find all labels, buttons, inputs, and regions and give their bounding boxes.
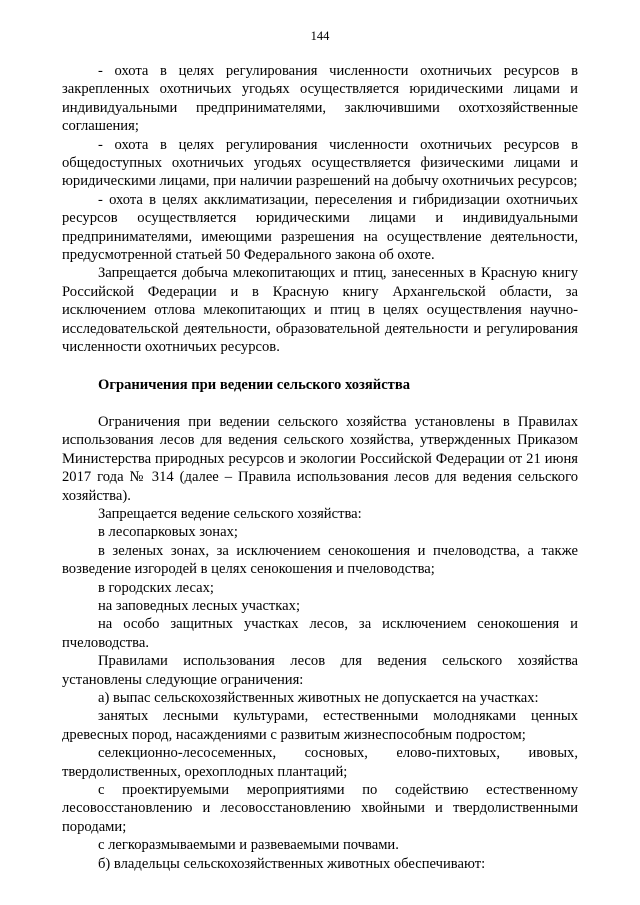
- paragraph: - охота в целях акклиматизации, переселения и гибридизации охотничьих ресурсов осуществляется юридическими лицами и индивидуальными предпринимателями, имеющими разрешения на осуществление деятельности, предусмотренной статьей 50 Федерального закона об охоте.: [62, 191, 578, 264]
- paragraph: б) владельцы сельскохозяйственных животных обеспечивают:: [98, 855, 486, 872]
- paragraph: на особо защитных участках лесов, за исключением сенокошения и пчеловодства.: [62, 616, 578, 651]
- paragraph: - охота в целях регулирования численности охотничьих ресурсов в закрепленных охотничьих угодьях осуществляется юридическими лицами и индивидуальными предпринимателями, заключившими охотхозяйственные соглашения;: [62, 63, 578, 135]
- paragraph: Запрещается добыча млекопитающих и птиц, занесенных в Красную книгу Российской Федерации и в Красную книгу Архангельской области, за исключением отлова млекопитающих и птиц в целях осуществления научно-исследовательской деятельности, образовательной деятельности и регулирования численности охотничьих ресурсов.: [62, 265, 578, 356]
- paragraph: в лесопарковых зонах;: [98, 524, 238, 541]
- agriculture-restrictions-section: [62, 413, 578, 873]
- paragraph: в зеленых зонах, за исключением сенокошения и пчеловодства, а также возведение изгородей в целях сенокошения и пчеловодства;: [62, 542, 578, 578]
- paragraph: на заповедных лесных участках;: [98, 597, 300, 614]
- hunting-rules-section: [62, 62, 578, 357]
- paragraph: Правилами использования лесов для ведения сельского хозяйства установлены следующие ограничения:: [62, 653, 578, 688]
- paragraph: с проектируемыми мероприятиями по содействию естественному лесовосстановлению и лесовосстановлению хвойными и твердолиственными породами;: [62, 782, 578, 835]
- section-heading: Ограничения при ведении сельского хозяйства: [98, 376, 411, 393]
- document-body: [62, 62, 578, 873]
- paragraph: с легкоразмываемыми и развеваемыми почвами.: [98, 837, 399, 854]
- paragraph: селекционно-лесосеменных, сосновых, елово-пихтовых, ивовых, твердолиственных, орехоплодных плантаций;: [62, 745, 578, 780]
- page-number: 144: [310, 29, 330, 43]
- paragraph: - охота в целях регулирования численности охотничьих ресурсов в общедоступных охотничьих угодьях осуществляется физическими лицами и юридическими лицами, при наличии разрешений на добычу охотничьих ресурсов;: [62, 136, 578, 190]
- paragraph: Запрещается ведение сельского хозяйства:: [98, 505, 362, 522]
- paragraph: а) выпас сельскохозяйственных животных не допускается на участках:: [98, 690, 539, 706]
- paragraph: в городских лесах;: [98, 579, 214, 596]
- paragraph: занятых лесными культурами, естественными молодняками ценных древесных пород, насаждениями с развитым жизнеспособным подростом;: [62, 708, 578, 743]
- paragraph: Ограничения при ведении сельского хозяйства установлены в Правилах использования лесов для ведения сельского хозяйства, утвержденных Приказом Министерства природных ресурсов и экологии Российской Федерации от 21 июня 2017 года № 314 (далее – Правила использования лесов для ведения сельского хозяйства).: [62, 413, 578, 504]
